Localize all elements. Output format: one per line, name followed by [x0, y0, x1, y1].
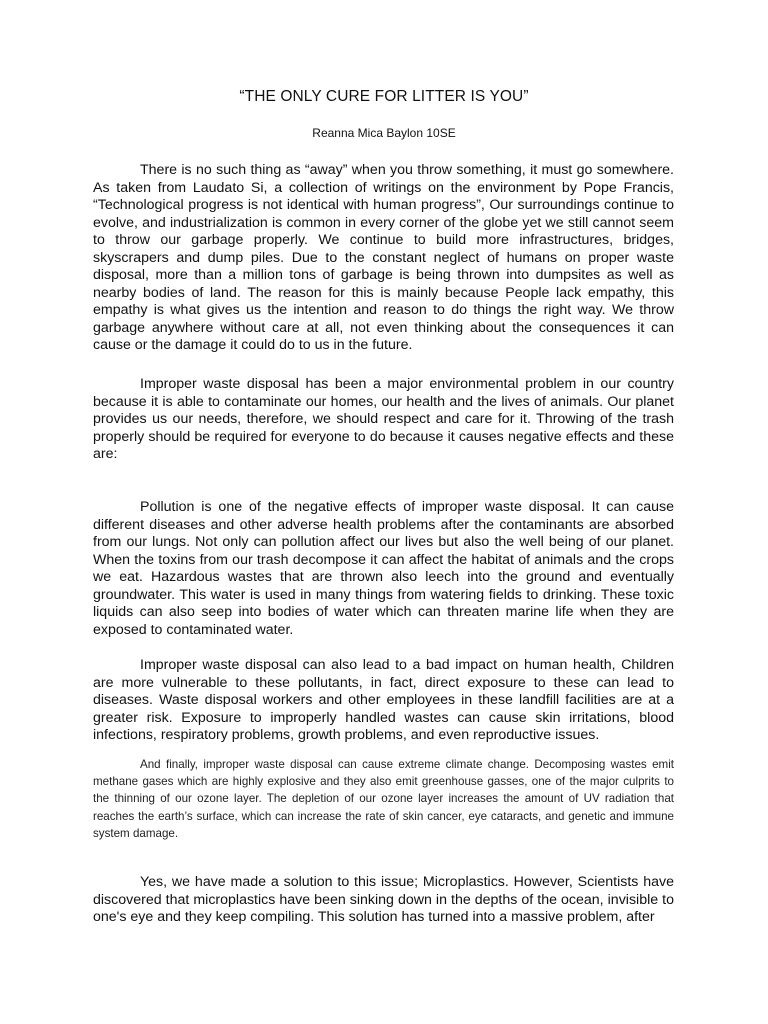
paragraph-human-health: Improper waste disposal can also lead to a bad impact on human health, Children are more vulnerable to these pollutants, in fact, direct exposure to these can lead to diseases. Waste disposal workers and other employees in these landfill facilities are at a greater risk. Exposure to improperly handled wastes can cause skin irritations, blood infections, respiratory problems, growth problems, and even reproductive issues.	[93, 657, 674, 743]
paragraph-microplastics: Yes, we have made a solution to this issue; Microplastics. However, Scientists have discovered that microplastics have been sinking down in the depths of the ocean, invisible to one's eye and they keep compiling. This solution has turned into a massive problem, after	[93, 874, 674, 925]
document-title: “THE ONLY CURE FOR LITTER IS YOU”	[239, 88, 529, 105]
document-author: Reanna Mica Baylon 10SE	[312, 126, 456, 140]
paragraph-introduction: There is no such thing as “away” when you throw something, it must go somewhere. As taken from Laudato Si, a collection of writings on the environment by Pope Francis, “Technological progress is not identical with human progress”, Our surroundings continue to evolve, and industrialization is common in every corner of the globe yet we still cannot seem to throw our garbage properly. We continue to build more infrastructures, bridges, skyscrapers and dump piles. Due to the constant neglect of humans on proper waste disposal, more than a million tons of garbage is being thrown into dumpsites as well as nearby bodies of land. The reason for this is mainly because People lack empathy, this empathy is what gives us the intention and reason to do things the right way. We throw garbage anywhere without care at all, not even thinking about the consequences it can cause or the damage it could do to us in the future.	[93, 162, 674, 353]
paragraph-pollution: Pollution is one of the negative effects of improper waste disposal. It can cause different diseases and other adverse health problems after the contaminants are absorbed from our lungs. Not only can pollution affect our lives but also the well being of our planet. When the toxins from our trash decompose it can affect the habitat of animals and the crops we eat. Hazardous wastes that are thrown also leech into the ground and eventually groundwater. This water is used in many things from watering fields to drinking. These toxic liquids can also seep into bodies of water which can threaten marine life when they are exposed to contaminated water.	[93, 499, 674, 638]
paragraph-climate-change: And finally, improper waste disposal can cause extreme climate change. Decomposing wastes emit methane gases which are highly explosive and they also emit greenhouse gasses, one of the major culprits to the thinning of our ozone layer. The depletion of our ozone layer increases the amount of UV radiation that reaches the earth’s surface, which can increase the rate of skin cancer, eye cataracts, and genetic and immune system damage.	[93, 758, 674, 840]
paragraph-problem-statement: Improper waste disposal has been a major environmental problem in our country because it is able to contaminate our homes, our health and the lives of animals. Our planet provides us our needs, therefore, we should respect and care for it. Throwing of the trash properly should be required for everyone to do because it causes negative effects and these are:	[93, 376, 674, 462]
